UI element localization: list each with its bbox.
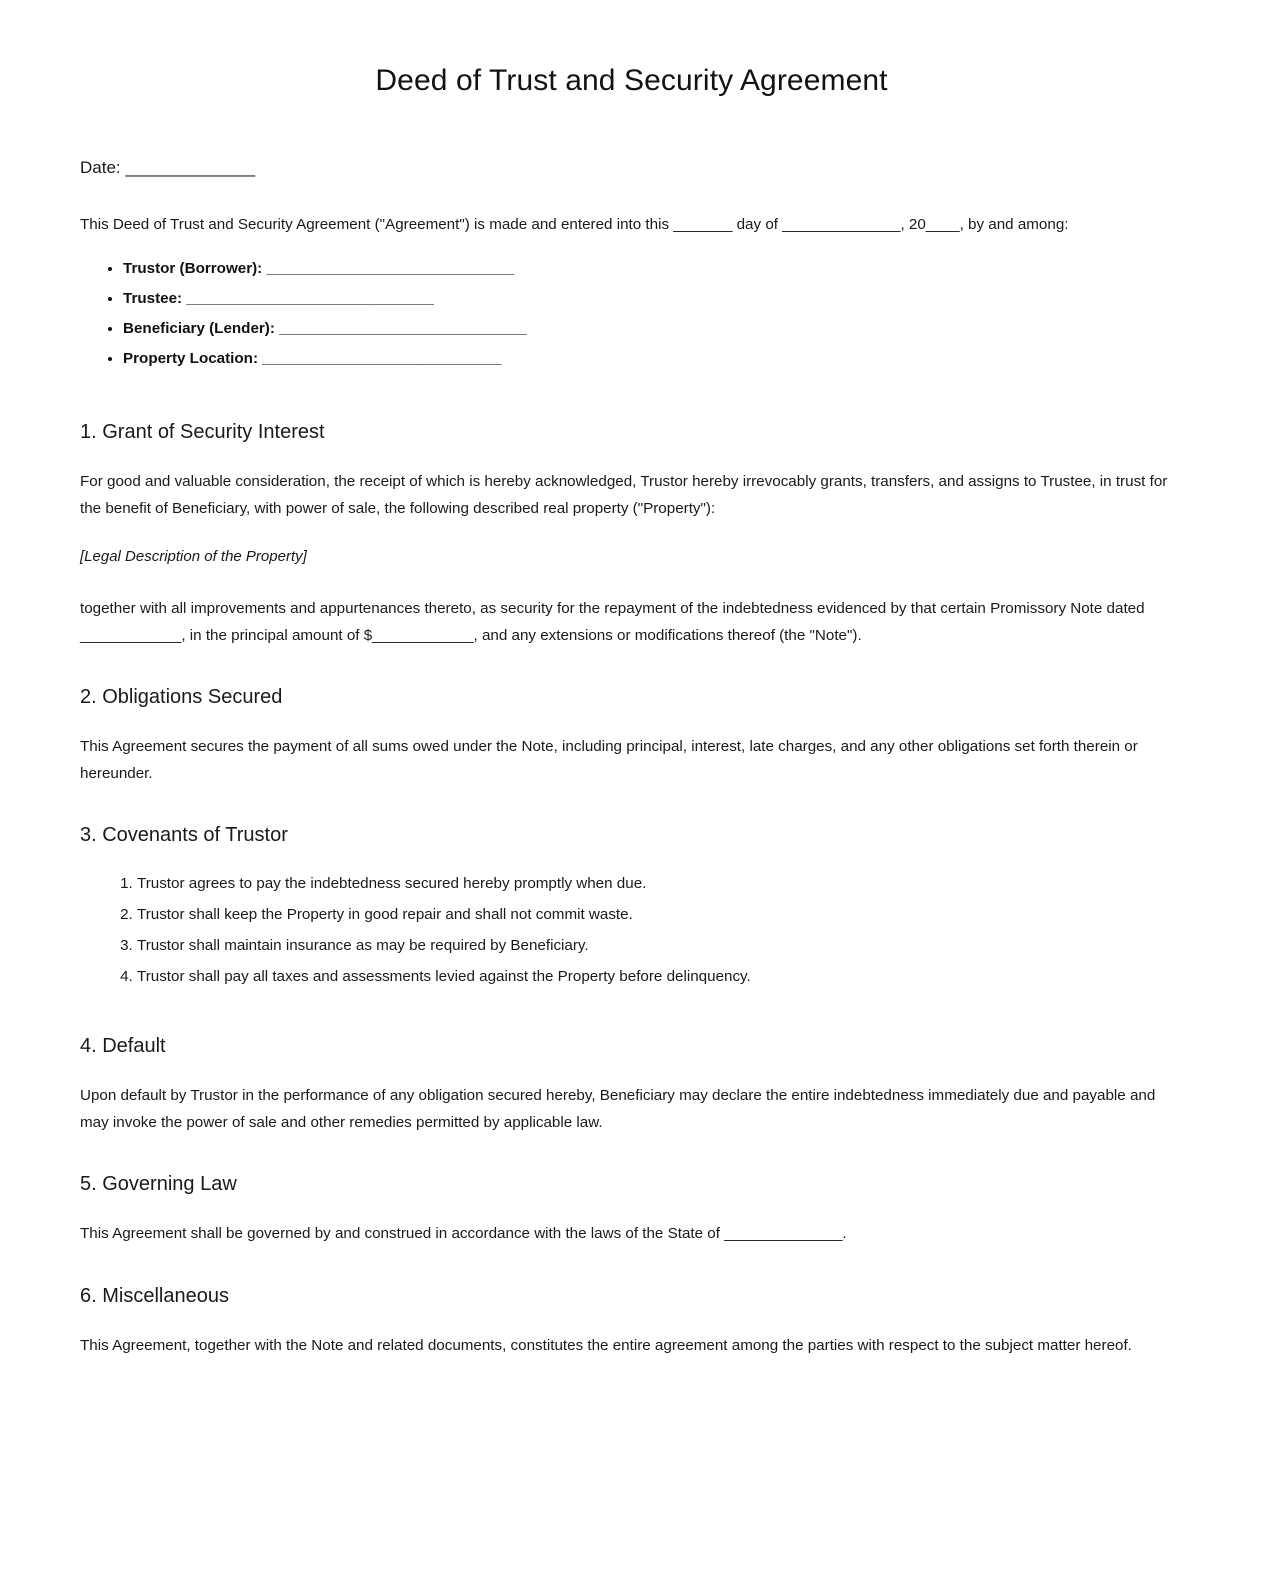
intro-paragraph: This Deed of Trust and Security Agreement ("Agreement") is made and entered into this _______ day of ______________, 20____, by and among:: [80, 215, 1069, 233]
list-item: 2. Trustor shall keep the Property in good repair and shall not commit waste.: [137, 902, 1183, 928]
list-item-beneficiary: [123, 316, 1183, 342]
section-governing-law: [80, 1170, 1183, 1247]
section-default: [80, 1032, 1183, 1136]
list-item-property-location: [123, 346, 1183, 372]
section-heading: 4. Default: [80, 1035, 166, 1058]
list-item-trustee: [123, 286, 1183, 312]
section-paragraph: This Agreement, together with the Note and related documents, constitutes the entire agreement among the parties with respect to the subject matter hereof.: [80, 1336, 1132, 1354]
section-miscellaneous: [80, 1282, 1183, 1359]
section-paragraph: together with all improvements and appurtenances thereto, as security for the repayment of the indebtedness evidenced by that certain Promissory Note dated ____________, in the principal amount of $____________, and any extensions or modifications thereof (the "Note").: [80, 599, 1145, 644]
date-line: [80, 154, 1183, 181]
section-heading: 2. Obligations Secured: [80, 685, 283, 708]
list-item: 3. Trustor shall maintain insurance as may be required by Beneficiary.: [137, 933, 1183, 959]
party-blank: ______________________________: [279, 320, 527, 338]
list-item: 4. Trustor shall pay all taxes and assessments levied against the Property before delinquency.: [137, 964, 1183, 990]
section-heading: 1. Grant of Security Interest: [80, 421, 325, 444]
section-paragraph: This Agreement shall be governed by and construed in accordance with the laws of the State of ______________.: [80, 1225, 847, 1243]
covenants-list: [80, 871, 1183, 991]
date-label: Date:: [80, 157, 121, 177]
party-label: Beneficiary (Lender):: [123, 320, 275, 338]
section-heading: 5. Governing Law: [80, 1173, 237, 1196]
section-grant-of-security-interest: [80, 418, 1183, 648]
party-label: Property Location:: [123, 350, 259, 368]
section-paragraph: Upon default by Trustor in the performance of any obligation secured hereby, Beneficiary may declare the entire indebtedness immediately due and payable and may invoke the power of sale and other remedies permitted by applicable law.: [80, 1087, 1156, 1132]
legal-description-placeholder: [Legal Description of the Property]: [80, 548, 307, 566]
party-label: Trustee:: [123, 289, 183, 307]
party-blank: ______________________________: [186, 289, 434, 307]
page-title: Deed of Trust and Security Agreement: [375, 64, 888, 97]
section-paragraph: This Agreement secures the payment of all sums owed under the Note, including principal, interest, late charges, and any other obligations set forth therein or hereunder.: [80, 737, 1138, 782]
party-label: Trustor (Borrower):: [123, 259, 263, 277]
section-paragraph: For good and valuable consideration, the receipt of which is hereby acknowledged, Trustor hereby irrevocably grants, transfers, and assigns to Trustee, in trust for the benefit of Beneficiary, with power of sale, the following described real property ("Property"):: [80, 473, 1168, 518]
party-blank: ______________________________: [266, 259, 514, 277]
party-blank: _____________________________: [262, 350, 502, 368]
section-obligations-secured: [80, 683, 1183, 787]
list-item-trustor: [123, 256, 1183, 282]
section-heading: 3. Covenants of Trustor: [80, 823, 288, 846]
date-blank: ______________: [125, 157, 255, 177]
party-list: [80, 256, 1183, 373]
section-heading: 6. Miscellaneous: [80, 1284, 229, 1307]
list-item: 1. Trustor agrees to pay the indebtedness secured hereby promptly when due.: [137, 871, 1183, 897]
section-covenants-of-trustor: [80, 821, 1183, 991]
